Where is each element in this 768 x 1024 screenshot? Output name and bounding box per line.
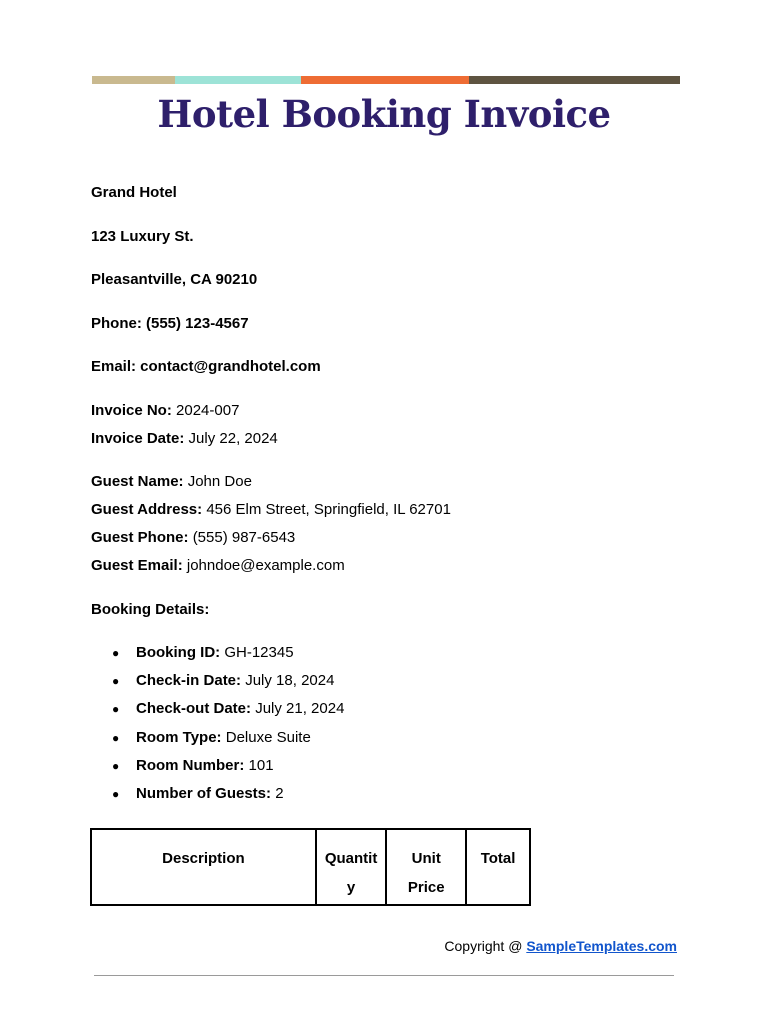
bullet-icon: ● (112, 730, 120, 745)
bullet-icon: ● (112, 702, 120, 717)
invoice-number-value: 2024-007 (176, 401, 240, 419)
invoice-number (91, 401, 691, 421)
bullet-icon: ● (112, 674, 120, 689)
column-header-unit-price: Unit Price (386, 829, 466, 905)
bullet-icon: ● (112, 786, 120, 801)
list-item (112, 784, 344, 812)
booking-item-label: Check-out Date: (136, 700, 252, 718)
booking-item-label: Booking ID: (136, 644, 221, 661)
copyright-link[interactable]: SampleTemplates.com (526, 938, 677, 954)
hotel-address: 123 Luxury St. (91, 227, 194, 245)
invoice-date (91, 429, 691, 449)
guest-phone (91, 528, 691, 548)
hotel-phone: Phone: (555) 123-4567 (91, 314, 249, 332)
booking-item-label: Number of Guests: (136, 784, 272, 802)
footer-divider (94, 975, 674, 976)
booking-item-label: Room Number: (136, 756, 245, 774)
guest-email-label: Guest Email: (91, 557, 183, 574)
header-color-bar (92, 76, 680, 84)
list-item (112, 728, 344, 756)
page-title: Hotel Booking Invoice (157, 92, 611, 136)
color-bar-segment-tan (92, 76, 175, 84)
booking-item-value: Deluxe Suite (225, 728, 311, 746)
color-bar-segment-brown (469, 76, 680, 84)
invoice-date-label: Invoice Date: (91, 429, 185, 447)
bullet-icon: ● (112, 758, 120, 773)
column-header-quantity: Quantity (316, 829, 387, 905)
column-header-total: Total (466, 829, 530, 905)
booking-item-label: Room Type: (136, 728, 222, 746)
booking-item-value: July 18, 2024 (245, 672, 335, 690)
booking-details-heading: Booking Details: (91, 600, 210, 618)
hotel-name: Grand Hotel (91, 184, 177, 201)
hotel-city: Pleasantville, CA 90210 (91, 271, 258, 288)
guest-address-value: 456 Elm Street, Springfield, IL 62701 (206, 501, 451, 518)
color-bar-segment-teal (175, 76, 301, 84)
invoice-body (91, 183, 691, 620)
guest-name-value: John Doe (187, 473, 252, 490)
copyright-text: Copyright @ (444, 938, 523, 954)
color-bar-segment-orange (301, 76, 469, 84)
guest-address (91, 500, 691, 520)
list-item (112, 756, 344, 784)
guest-name (91, 472, 691, 492)
booking-item-value: 2 (275, 784, 284, 802)
list-item (112, 671, 344, 699)
booking-item-value: GH-12345 (224, 644, 294, 661)
footer-copyright (444, 938, 677, 954)
booking-item-value: 101 (248, 756, 274, 774)
booking-item-label: Check-in Date: (136, 672, 242, 690)
guest-phone-value: (555) 987-6543 (192, 529, 296, 546)
list-item (112, 699, 344, 727)
bullet-icon: ● (112, 646, 120, 660)
booking-details-list (112, 643, 344, 812)
guest-email-value: johndoe@example.com (186, 557, 345, 574)
booking-item-value: July 21, 2024 (255, 700, 345, 718)
column-header-description: Description (91, 829, 316, 905)
guest-address-label: Guest Address: (91, 501, 203, 518)
invoice-date-value: July 22, 2024 (188, 429, 278, 447)
guest-phone-label: Guest Phone: (91, 529, 189, 546)
table-header-row (91, 829, 530, 905)
hotel-email: Email: contact@grandhotel.com (91, 358, 321, 375)
list-item (112, 643, 344, 671)
charges-table (90, 828, 531, 906)
guest-email (91, 556, 691, 576)
guest-name-label: Guest Name: (91, 473, 184, 490)
invoice-number-label: Invoice No: (91, 401, 172, 419)
